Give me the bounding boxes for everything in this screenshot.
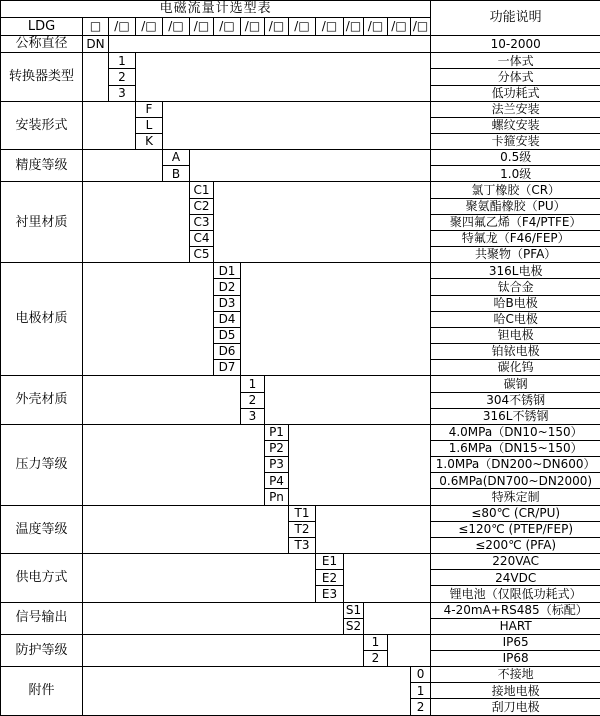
code-cell: D7 [214, 360, 241, 376]
code-cell: 1 [109, 53, 136, 69]
spacer-cell [344, 554, 431, 602]
desc-cell: 24VDC [431, 570, 600, 586]
model-code-box: □ [83, 18, 109, 35]
desc-cell: 铂铱电极 [431, 344, 600, 360]
desc-cell: 卡箍安装 [431, 134, 600, 150]
category-label-signal-output: 信号输出 [1, 602, 83, 634]
code-cell: D6 [214, 344, 241, 360]
code-cell: L [136, 117, 163, 133]
code-cell: Pn [265, 489, 289, 505]
code-cell: S1 [344, 602, 364, 618]
code-cell: A [163, 150, 190, 166]
model-prefix: LDG [1, 18, 83, 35]
code-cell: C3 [190, 214, 214, 230]
code-cell: D4 [214, 311, 241, 327]
category-label-pressure-rating: 压力等级 [1, 424, 83, 505]
desc-cell: 氯丁橡胶（CR） [431, 182, 600, 198]
spacer-cell [83, 150, 163, 182]
code-cell: E1 [316, 554, 344, 570]
desc-cell: ≤120℃ (PTEP/FEP) [431, 521, 600, 537]
desc-cell: ≤200℃ (PFA) [431, 537, 600, 553]
model-code-slot: /□ [241, 18, 265, 35]
code-cell: K [136, 134, 163, 150]
code-cell: D5 [214, 327, 241, 343]
desc-cell: 不接地 [431, 667, 600, 683]
desc-cell: 10-2000 [431, 35, 600, 52]
desc-cell: 316L电极 [431, 263, 600, 279]
spacer-cell [83, 667, 411, 716]
model-code-slot: /□ [190, 18, 214, 35]
code-cell: 1 [364, 634, 388, 650]
spacer-cell [83, 424, 265, 505]
desc-cell: 法兰安装 [431, 101, 600, 117]
code-cell: 1 [411, 683, 431, 699]
code-cell: B [163, 166, 190, 182]
code-cell: T2 [289, 521, 316, 537]
code-cell: 2 [411, 699, 431, 716]
code-cell: 2 [109, 69, 136, 85]
spacer-cell [83, 505, 289, 553]
code-cell: T3 [289, 537, 316, 553]
code-cell: D3 [214, 295, 241, 311]
model-code-slot: /□ [364, 18, 388, 35]
code-cell: E2 [316, 570, 344, 586]
code-cell: T1 [289, 505, 316, 521]
desc-cell: 哈B电极 [431, 295, 600, 311]
spacer-cell [241, 263, 431, 376]
spacer-cell [83, 101, 136, 149]
model-code-slot: /□ [109, 18, 136, 35]
spacer-cell [190, 150, 431, 182]
spacer-cell [83, 53, 109, 101]
spacer-cell [289, 424, 431, 505]
category-label-lining-material: 衬里材质 [1, 182, 83, 263]
model-code-slot: /□ [289, 18, 316, 35]
code-cell: 2 [364, 651, 388, 667]
model-code-slot: /□ [214, 18, 241, 35]
desc-cell: 碳钢 [431, 376, 600, 392]
category-label-nominal-diameter: 公称直径 [1, 35, 83, 52]
category-label-converter-type: 转换器类型 [1, 53, 83, 101]
desc-cell: 钛合金 [431, 279, 600, 295]
spacer-cell [83, 634, 364, 666]
desc-cell: 316L不锈钢 [431, 408, 600, 424]
table-title: 电磁流量计选型表 [1, 1, 431, 18]
spacer-cell [214, 182, 431, 263]
spacer-cell [83, 602, 344, 634]
desc-cell: 特氟龙（F46/FEP） [431, 230, 600, 246]
desc-cell: 共聚物（PFA） [431, 247, 600, 263]
desc-cell: IP68 [431, 651, 600, 667]
desc-cell: IP65 [431, 634, 600, 650]
desc-cell: 哈C电极 [431, 311, 600, 327]
code-cell: DN [83, 35, 109, 52]
model-code-slot: /□ [388, 18, 411, 35]
desc-cell: 低功耗式 [431, 85, 600, 101]
spacer-cell [136, 53, 431, 101]
code-cell: P2 [265, 440, 289, 456]
desc-cell: 1.0MPa（DN200~DN600） [431, 457, 600, 473]
desc-cell: ≤80℃ (CR/PU) [431, 505, 600, 521]
desc-cell: 碳化钨 [431, 360, 600, 376]
code-cell: S2 [344, 618, 364, 634]
code-cell: F [136, 101, 163, 117]
desc-cell: 刮刀电极 [431, 699, 600, 716]
code-cell: 3 [241, 408, 265, 424]
model-code-slot: /□ [316, 18, 344, 35]
desc-cell: 1.6MPa（DN15~150） [431, 440, 600, 456]
code-cell: C5 [190, 247, 214, 263]
spacer-cell [83, 182, 190, 263]
code-cell: 2 [241, 392, 265, 408]
desc-cell: 220VAC [431, 554, 600, 570]
spacer-cell [163, 101, 431, 149]
category-label-installation: 安装形式 [1, 101, 83, 149]
code-cell: 0 [411, 667, 431, 683]
model-code-slot: /□ [163, 18, 190, 35]
category-label-housing-material: 外壳材质 [1, 376, 83, 424]
code-cell: D2 [214, 279, 241, 295]
spacer-cell [388, 634, 431, 666]
category-label-power-supply: 供电方式 [1, 554, 83, 602]
code-cell: 1 [241, 376, 265, 392]
desc-cell: 1.0级 [431, 166, 600, 182]
desc-cell: 特殊定制 [431, 489, 600, 505]
code-cell: P3 [265, 457, 289, 473]
function-column-header: 功能说明 [431, 1, 600, 36]
model-code-slot: /□ [136, 18, 163, 35]
desc-cell: HART [431, 618, 600, 634]
spacer-cell [316, 505, 431, 553]
code-cell: 3 [109, 85, 136, 101]
code-cell: C1 [190, 182, 214, 198]
category-label-accessories: 附件 [1, 667, 83, 716]
desc-cell: 分体式 [431, 69, 600, 85]
model-code-slot: /□ [411, 18, 431, 35]
desc-cell: 钽电极 [431, 327, 600, 343]
desc-cell: 4-20mA+RS485（标配） [431, 602, 600, 618]
desc-cell: 0.6MPa(DN700~DN2000) [431, 473, 600, 489]
desc-cell: 4.0MPa（DN10~150） [431, 424, 600, 440]
category-label-accuracy: 精度等级 [1, 150, 83, 182]
desc-cell: 304不锈钢 [431, 392, 600, 408]
desc-cell: 0.5级 [431, 150, 600, 166]
code-cell: C2 [190, 198, 214, 214]
desc-cell: 一体式 [431, 53, 600, 69]
desc-cell: 锂电池（仅限低功耗式） [431, 586, 600, 602]
spacer-cell [364, 602, 431, 634]
category-label-electrode-material: 电极材质 [1, 263, 83, 376]
spacer-cell [83, 263, 214, 376]
desc-cell: 接地电极 [431, 683, 600, 699]
category-label-temperature-rating: 温度等级 [1, 505, 83, 553]
spacer-cell [265, 376, 431, 424]
code-cell: P4 [265, 473, 289, 489]
desc-cell: 螺纹安装 [431, 117, 600, 133]
code-cell: P1 [265, 424, 289, 440]
code-cell: D1 [214, 263, 241, 279]
spacer-cell [83, 554, 316, 602]
desc-cell: 聚氨酯橡胶（PU） [431, 198, 600, 214]
category-label-protection-rating: 防护等级 [1, 634, 83, 666]
spacer-cell [83, 376, 241, 424]
model-code-slot: /□ [344, 18, 364, 35]
model-code-slot: /□ [265, 18, 289, 35]
spacer-cell [109, 35, 431, 52]
code-cell: E3 [316, 586, 344, 602]
desc-cell: 聚四氟乙烯（F4/PTFE） [431, 214, 600, 230]
code-cell: C4 [190, 230, 214, 246]
